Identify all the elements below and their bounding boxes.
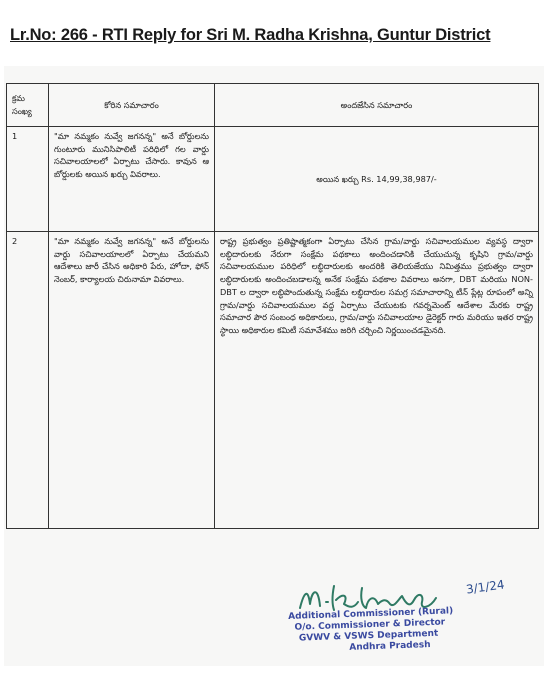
header-serial-number: క్రమ సంఖ్య xyxy=(7,84,49,127)
table-header-row xyxy=(7,84,539,127)
row-requested-info: "మా నమ్మకం నువ్వే జగనన్న" అనే బోర్డులను గుంటూరు మునిసిపాలిటీ పరిధిలో గల వార్డు సచివాలయాలలో ఏర్పాటు చేసారు. కావున ఆ బోర్డులకు అయిన ఖర్చు వివరాలు. xyxy=(49,127,215,232)
row-requested-info: "మా నమ్మకం నువ్వే జగనన్న" అనే బోర్డులను వార్డు సచివాలయాలలో ఏర్పాటు చేయమని ఆదేశాలు జారీ చేసిన అధికారి పేరు, హోదా, ఫోన్ నెంబర్, కార్యాలయ చిరునామా వివరాలు. xyxy=(49,232,215,529)
row-serial-number: 2 xyxy=(7,232,49,529)
signature-block xyxy=(288,578,538,678)
letter-title: Lr.No: 266 - RTI Reply for Sri M. Radha Krishna, Guntur District xyxy=(10,26,491,44)
stamp-line: Andhra Pradesh xyxy=(349,640,431,653)
row-provided-info: రాష్ట్ర ప్రభుత్వం ప్రతిష్టాత్మకంగా ఏర్పాటు చేసిన గ్రామ/వార్డు సచివాలయముల వ్యవస్థ ద్వారా లబ్ధిదారులకు నేరుగా సంక్షేమ పథకాలు అందించడానికి చేయుచున్న కృషిని గ్రామ/వార్డు సచివాలయముల పరిధిలో లబ్ధిదారులకు అందరికి తెలియజేయు నిమిత్తము ప్రభుత్వం ద్వారా లబ్ధిదారులకు అందించబడాలన్న అనేక సంక్షేమ పథకాల వివరాలు అనగా, DBT మరియు NON-DBT ల ద్వారా లబ్ధిపొందుతున్న సంక్షేమ లబ్ధిదారుల సమగ్ర సమాచారాన్ని టీన్ ప్లేట్ల రూపంలో అన్ని గ్రామ/వార్డు సచివాలయముల వద్ద ఏర్పాటు చేయుటకు గవర్నమెంట్ ఆదేశాల మేరకు రాష్ట్ర సమాచార పౌర సంబంధ అధికారులు, గ్రామ/వార్డు సచివాలయాల డైరెక్టర్ గారు మరియు ఇతర రాష్ట్ర స్థాయి అధికారుల కమిటీ సమావేశము జరిగి చర్చించి నిర్ణయించడమైనది. xyxy=(215,232,539,529)
table-row xyxy=(7,127,539,232)
header-provided-info: అందజేసిన సమాచారం xyxy=(215,84,539,127)
stamp-line: GVWV & VSWS Department xyxy=(298,628,439,644)
header-requested-info: కోరిన సమాచారం xyxy=(49,84,215,127)
table-row xyxy=(7,232,539,529)
row-serial-number: 1 xyxy=(7,127,49,232)
row-provided-info: అయిన ఖర్చు Rs. 14,99,38,987/- xyxy=(215,127,539,232)
official-stamp xyxy=(288,606,454,656)
stamp-line: O/o. Commissioner & Director xyxy=(294,617,446,633)
stamp-line: Additional Commissioner (Rural) xyxy=(288,606,454,622)
signature-date: 3/1/24 xyxy=(465,577,506,597)
rti-reply-table xyxy=(6,83,539,529)
